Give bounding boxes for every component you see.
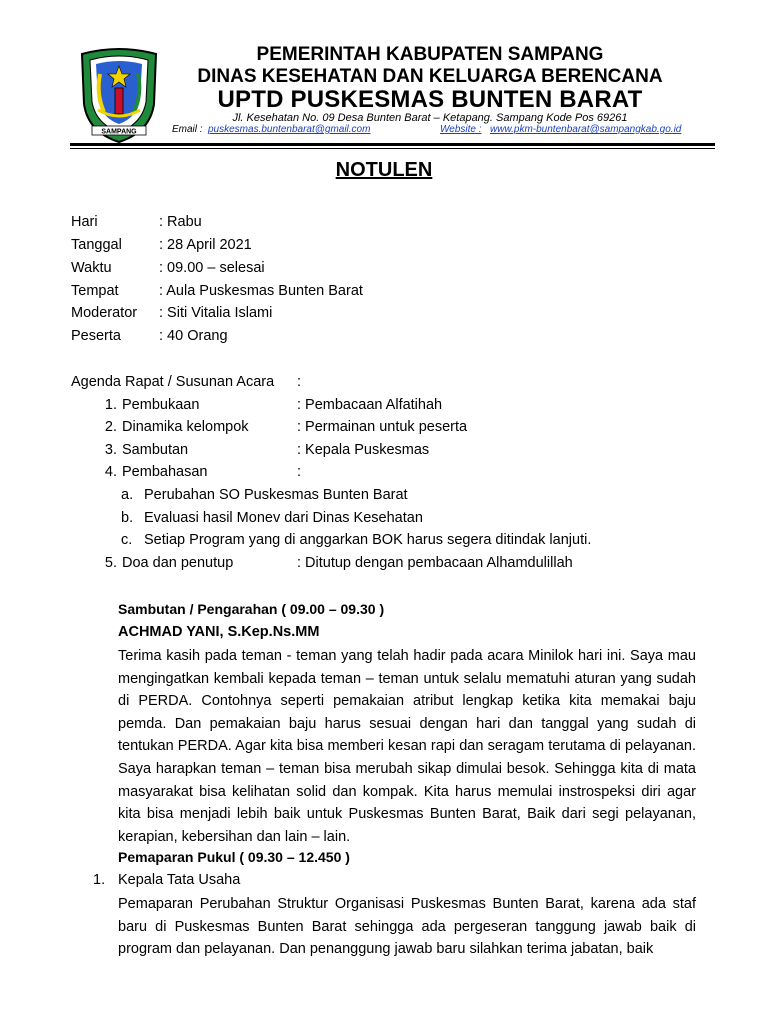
agenda-sub-item: Perubahan SO Puskesmas Bunten Barat — [144, 487, 408, 503]
agenda-value: : Kepala Puskesmas — [297, 442, 430, 458]
info-label: Peserta — [71, 328, 121, 344]
letterhead-divider-thin — [70, 148, 715, 149]
info-value: : Siti Vitalia Islami — [159, 305, 273, 321]
agenda-item: Doa dan penutup — [122, 555, 234, 571]
info-value: : 40 Orang — [159, 328, 228, 344]
section-heading-sambutan: Sambutan / Pengarahan ( 09.00 – 09.30 ) — [118, 601, 385, 617]
agenda-heading-colon: : — [297, 374, 302, 390]
agenda-sub-item: Setiap Program yang di anggarkan BOK harus segera ditindak lanjuti. — [144, 532, 592, 548]
agenda-value: : Permainan untuk peserta — [297, 419, 468, 435]
letterhead-unit-text: UPTD PUSKESMAS BUNTEN BARAT — [217, 86, 643, 113]
agenda-item: Dinamika kelompok — [122, 419, 249, 435]
info-value: : Aula Puskesmas Bunten Barat — [159, 283, 363, 299]
agenda-sub-item: Evaluasi hasil Monev dari Dinas Kesehatan — [144, 510, 423, 526]
section-heading-pemaparan: Pemaparan Pukul ( 09.30 – 12.450 ) — [118, 849, 350, 865]
letterhead-government: PEMERINTAH KABUPATEN SAMPANG — [256, 44, 604, 65]
info-value: : Rabu — [159, 214, 202, 230]
letterhead-address: Jl. Kesehatan No. 09 Desa Bunten Barat – Ketapang. Sampang Kode Pos 69261 — [232, 112, 628, 124]
pemaparan-item-title: Kepala Tata Usaha — [118, 872, 241, 888]
info-value: : 09.00 – selesai — [159, 260, 265, 276]
agenda-item: Pembahasan — [122, 464, 208, 480]
info-value: : 28 April 2021 — [159, 237, 252, 253]
agenda-item: Pembukaan — [122, 397, 200, 413]
website-link[interactable]: www.pkm-buntenbarat@sampangkab.go.id — [490, 124, 682, 135]
agenda-sub-letter: c. — [121, 532, 133, 548]
agenda-value: : — [297, 464, 302, 480]
email-link[interactable]: puskesmas.buntenbarat@gmail.com — [208, 124, 371, 135]
info-label: Moderator — [71, 305, 138, 321]
letterhead-department: DINAS KESEHATAN DAN KELUARGA BERENCANA — [197, 66, 663, 87]
letterhead-divider-thick — [70, 143, 715, 146]
letterhead-unit — [150, 86, 710, 114]
info-label: Hari — [71, 214, 98, 230]
email-label: Email : — [172, 124, 203, 135]
speaker-name: ACHMAD YANI, S.Kep.Ns.MM — [118, 624, 320, 640]
info-label: Waktu — [71, 260, 112, 276]
agenda-number: 3. — [104, 442, 117, 458]
agenda-number: 4. — [104, 464, 117, 480]
document-title: NOTULEN — [335, 159, 433, 181]
logo-text: SAMPANG — [101, 128, 137, 136]
pemaparan-paragraph: Pemaparan Perubahan Struktur Organisasi Puskesmas Bunten Barat, karena ada staf baru di Puskesmas Bunten Barat sehingga ada pergeseran tanggung jawab baik di program dan pelayanan. Dan penanggung jawab baru silahkan terima jabatan, baik — [118, 896, 696, 958]
agenda-number: 1. — [104, 397, 117, 413]
agenda-value: : Pembacaan Alfatihah — [297, 397, 443, 413]
pemaparan-item-number: 1. — [93, 872, 106, 888]
agenda-item: Sambutan — [122, 442, 189, 458]
agenda-sub-letter: a. — [121, 487, 134, 503]
agenda-number: 5. — [104, 555, 117, 571]
agenda-sub-letter: b. — [121, 510, 134, 526]
agenda-number: 2. — [104, 419, 117, 435]
website-label: Website : — [440, 124, 482, 135]
agenda-heading: Agenda Rapat / Susunan Acara — [71, 374, 275, 390]
info-label: Tanggal — [71, 237, 122, 253]
agenda-value: : Ditutup dengan pembacaan Alhamdulillah — [297, 555, 573, 571]
sambutan-paragraph: Terima kasih pada teman - teman yang telah hadir pada acara Minilok hari ini. Saya mau mengingatkan kembali kepada teman – teman untuk selalu mematuhi aturan yang sudah di PERDA. Contohnya seperti pemakaian atribut lengkap ketika kita memakai baju pemda. Dan pemakaian baju harus sesuai dengan hari dan tanggal yang sudah di tentukan PERDA. Agar kita bisa memberi kesan rapi dan seragam terutama di pelayanan. Saya harapkan teman – teman bisa merubah sikap dimulai besok. Sehingga kita di mata masyarakat bisa kelihatan solid dan kompak. Kita harus memulai instrospeksi diri agar kita bisa menjadi lebih baik untuk Puskesmas Bunten Barat, Baik dari segi pelayanan, kerapian, kebersihan dan lain – lain. — [118, 648, 696, 845]
info-label: Tempat — [71, 283, 119, 299]
